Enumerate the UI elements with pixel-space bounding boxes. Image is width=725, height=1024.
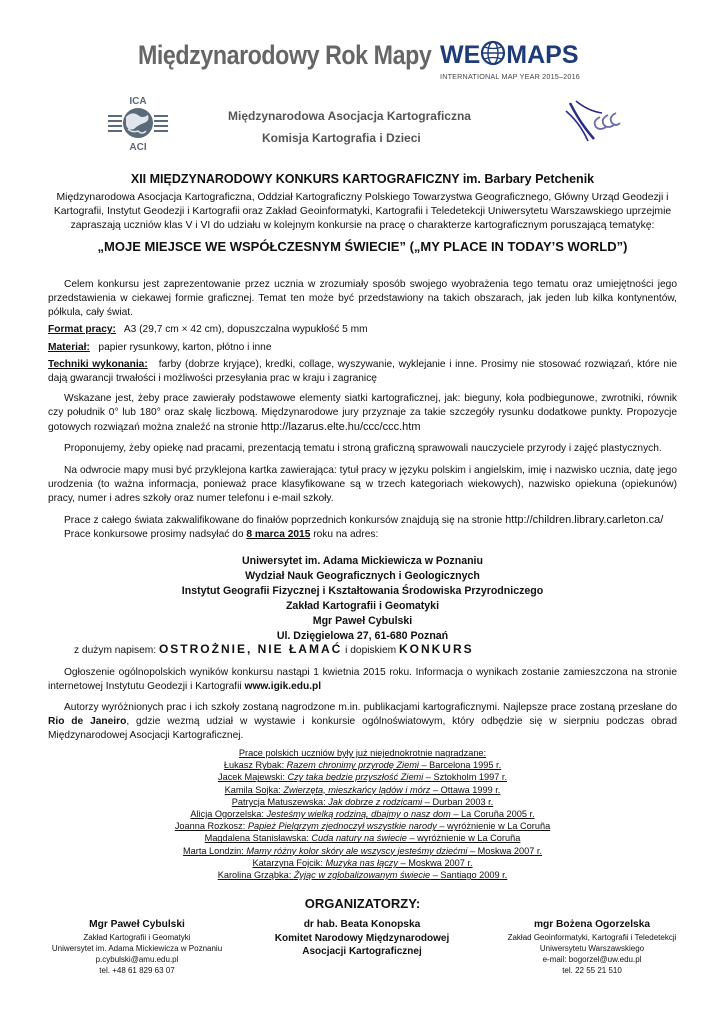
send-text-b: Prace konkursowe prosimy nadsyłać do [64, 529, 244, 540]
format-line [48, 323, 677, 337]
international-map-year: INTERNATIONAL MAP YEAR 2015–2016 [440, 72, 580, 81]
awards-header: Prace polskich uczniów były już niejednokrotnie nagradzane: [238, 748, 487, 758]
award-student: Łukasz Rybak [223, 760, 282, 771]
deadline-date: 8 marca 2015 [246, 529, 311, 540]
organizer-email[interactable]: e-mail: bogorzel@uw.edu.pl [542, 955, 642, 964]
award-place: Durban 2003 r. [432, 796, 494, 807]
award-row: Alicja Ogorzelska: Jesteśmy wielką rodziną, dbajmy o nasz dom – La Coruña 2005 r. [190, 809, 535, 820]
goal-text: Celem konkursu jest zaprezentowanie przez ucznia w zrozumiały sposób swojego wyobrażenia tego tematu oraz umiejętności jego przedstawienia w ciekawej formie graficznej. Temat ten może być przedstawiony na takich obszarach, jak jeden lub kilka kontynentów, półkula, cały świat. [48, 279, 677, 318]
award-row: Kamila Sojka: Zwierzęta, mieszkańcy lądów i mórz – Ottawa 1999 r. [224, 784, 501, 795]
association-name: Międzynarodowa Asocjacja Kartograficzna [228, 109, 471, 123]
send-text-a: Prace z całego świata zakwalifikowane do finałów poprzednich konkursów znajdują się na stronie [64, 515, 503, 526]
authors-text-1: Autorzy wyróżnionych prac i ich szkoły zostaną nagrodzone m.in. publikacjami kartograficznymi. Najlepsze prace zostaną przesłane do [64, 702, 677, 713]
back-text: Na odwrocie mapy musi być przyklejona kartka zawierająca: tytuł pracy w języku polskim i angielskim, imię i nazwisko ucznia, datę jego urodzenia (to ważna informacja, ponieważ prace klasyfikowane są w trzech kategoriach wiekowych), nazwisko opiekuna (opiekunów) pracy, numer i adres szkoły oraz numer telefonu i e-mail szkoły. [48, 465, 677, 504]
carleton-link[interactable]: http://children.library.carleton.ca/ [505, 514, 664, 526]
organizer-phone: tel. 22 55 21 510 [562, 966, 622, 975]
award-title: Czy taka będzie przyszłość Ziemi [287, 772, 424, 783]
award-title: Razem chronimy przyrodę Ziemi [286, 760, 419, 771]
award-student: Magdalena Stanisławska [204, 833, 307, 844]
award-row: Magdalena Stanisławska: Cuda natury na świecie – wyróżnienie w La Coruña [204, 833, 521, 844]
send-text-c: roku na adres: [313, 529, 379, 540]
address-line: Wydział Nauk Geograficznych i Geologicznych [245, 570, 480, 582]
teachers-text: Proponujemy, żeby opiekę nad pracami, prezentacją tematu i stroną graficzną sprawowali nauczyciele przyrody i zajęć plastycznych. [64, 443, 662, 454]
ica-emblem-icon [104, 95, 172, 151]
format-label: Format pracy: [48, 324, 116, 335]
award-student: Jacek Majewski [217, 772, 283, 783]
award-student: Katarzyna Fojcik [252, 857, 321, 868]
award-student: Marta Londzin [183, 845, 242, 856]
award-place: Ottawa 1999 r. [440, 784, 501, 795]
award-title: Zwierzęta, mieszkańcy lądów i mórz [283, 784, 431, 795]
award-row: Jacek Majewski: Czy taka będzie przyszłość Ziemi – Sztokholm 1997 r. [217, 772, 508, 783]
award-student: Kamila Sojka [224, 784, 279, 795]
authors-text-2: , gdzie wezmą udział w wystawie i konkursie ogólnoświatowym, który odbędzie się w sierpniu podczas obrad Międzynarodowej Asocjacji Kartograficznej. [48, 716, 678, 741]
paragraph-goal [48, 278, 677, 320]
careful-fragile: OSTROŻNIE, NIE ŁAMAĆ [158, 642, 343, 656]
paragraph-authors [48, 701, 677, 743]
award-place: Santiago 2009 r. [440, 870, 508, 881]
igik-link[interactable]: www.igik.edu.pl [244, 681, 322, 692]
award-title: Muzyka nas łączy [325, 857, 398, 868]
award-title: Jesteśmy wielką rodziną, dbajmy o nasz dom [266, 809, 451, 820]
paragraph-back [48, 464, 677, 506]
format-value: A3 (29,7 cm × 42 cm), dopuszczalna wypukłość 5 mm [123, 324, 368, 335]
organizer-name: mgr Bożena Ogorzelska [533, 919, 651, 930]
organizer-line: Uniwersytetu Warszawskiego [539, 944, 645, 953]
careful-note [74, 642, 474, 656]
ica-logo [104, 95, 172, 156]
organizer-line: Asocjacji Kartograficznej [302, 946, 422, 957]
award-place: wyróżnienie w La Coruña [447, 821, 551, 832]
paragraph-teachers [48, 442, 677, 456]
organizer-line: Komitet Narodowy Międzynarodowej [274, 933, 450, 944]
globe-icon [480, 40, 506, 66]
careful-pre: z dużym napisem: [74, 645, 157, 656]
award-title: Cuda natury na świecie [311, 833, 407, 844]
material-label: Materiał: [48, 342, 90, 353]
organizers-title: ORGANIZATORZY: [304, 896, 421, 911]
award-place: wyróżnienie w La Coruña [417, 833, 521, 844]
paragraph-send [48, 513, 677, 542]
award-row: Katarzyna Fojcik: Muzyka nas łączy – Moskwa 2007 r. [252, 857, 473, 868]
ccc-logo [562, 97, 622, 154]
wemaps-we: WE [440, 41, 481, 69]
organizer-center [262, 919, 462, 958]
organizer-email[interactable]: p.cybulski@amu.edu.pl [95, 955, 179, 964]
grid-text: Wskazane jest, żeby prace zawierały podstawowe elementy siatki kartograficznej, jak: bieguny, koła podbiegunowe, zwrotniki, równik czy południk 0° lub 180° oraz skalę liczbową. Międzynarodowe jury przyznaje za takie szczegóły rysunku dodatkowe punkty. Propozycje gotowych rozwiązań można znaleźć na stronie [48, 393, 677, 433]
banner-title: Międzynarodowy Rok Mapy [138, 40, 432, 70]
award-student: Patrycja Matuszewska [231, 796, 324, 807]
award-title: Jak dobrze z rodzicami [328, 796, 423, 807]
award-row: Joanna Rozkosz: Papież Pielgrzym zjednoczył wszystkie narody – wyróżnienie w La Coruña [174, 821, 551, 832]
previous-awards [0, 747, 725, 881]
contest-title: XII MIĘDZYNARODOWY KONKURS KARTOGRAFICZNY im. Barbary Petchenik [130, 172, 595, 186]
award-place: Sztokholm 1997 r. [433, 772, 508, 783]
commission-name: Komisja Kartografia i Dzieci [262, 131, 421, 145]
award-row: Patrycja Matuszewska: Jak dobrze z rodzicami – Durban 2003 r. [231, 796, 494, 807]
address-line: Mgr Paweł Cybulski [312, 615, 413, 627]
lazarus-link[interactable]: http://lazarus.elte.hu/ccc/ccc.htm [260, 421, 421, 433]
organizer-right [492, 919, 692, 976]
organizer-phone: tel. +48 61 829 63 07 [99, 966, 175, 975]
technique-line [48, 358, 677, 386]
organizer-line: Zakład Kartografii i Geomatyki [83, 933, 191, 942]
address-line: Zakład Kartografii i Geomatyki [285, 600, 440, 612]
contest-theme: „MOJE MIEJSCE WE WSPÓŁCZESNYM ŚWIECIE” („MY PLACE IN TODAY’S WORLD”) [97, 239, 628, 254]
award-title: Żyjąc w zglobalizowanym świecie [293, 870, 431, 881]
mailing-address [0, 554, 725, 644]
paragraph-results [48, 666, 677, 694]
careful-mid: i dopiskiem [345, 645, 397, 656]
organizer-name: dr hab. Beata Konopska [303, 919, 421, 930]
ccc-swirl-icon [562, 97, 622, 149]
award-place: La Coruña 2005 r. [461, 809, 535, 820]
organizer-line: Zakład Geoinformatyki, Kartografii i Teledetekcji [507, 933, 677, 942]
ica-bottom-text: ACI [129, 142, 147, 151]
award-student: Karolina Grząbka [217, 870, 289, 881]
organizer-name: Mgr Paweł Cybulski [89, 919, 185, 930]
wemaps-logo [440, 40, 579, 70]
results-text: Ogłoszenie ogólnopolskich wyników konkursu nastąpi 1 kwietnia 2015 roku. Informacja o wynikach zostanie zamieszczona na stronie internetowej Instytutu Geodezji i Kartografii [48, 667, 677, 692]
award-row: Marta Londzin: Mamy różny kolor skóry ale wszyscy jesteśmy dziećmi – Moskwa 2007 r. [183, 845, 542, 856]
award-student: Alicja Ogorzelska [190, 809, 262, 820]
organizer-left [42, 919, 232, 976]
technique-label: Techniki wykonania: [48, 359, 148, 370]
careful-contest: KONKURS [398, 642, 474, 656]
award-place: Moskwa 2007 r. [477, 845, 542, 856]
award-row: Karolina Grząbka: Żyjąc w zglobalizowanym świecie – Santiago 2009 r. [217, 870, 508, 881]
address-line: Uniwersytet im. Adama Mickiewicza w Poznaniu [242, 555, 483, 567]
ica-top-text: ICA [129, 96, 147, 107]
address-line: Ul. Dzięgielowa 27, 61-680 Poznań [276, 630, 449, 642]
material-value: papier rysunkowy, karton, płótno i inne [98, 342, 272, 353]
intro-paragraph: Międzynarodowa Asocjacja Kartograficzna, Oddział Kartograficzny Polskiego Towarzystwa Geograficznego, Główny Urząd Geodezji i Kartografii, Instytut Geodezji i Kartografii oraz Zakład Geoinformatyki, Kartografii i Teledetekcji Uniwersytetu Warszawskiego uprzejmie zapraszają uczniów klas V i VI do udziału w kolejnym konkursie na pracę o charakterze kartograficznym poruszającą tematykę: [53, 192, 672, 231]
award-student: Joanna Rozkosz [174, 821, 243, 832]
material-line [48, 341, 677, 355]
award-place: Moskwa 2007 r. [408, 857, 473, 868]
organizer-line: Uniwersytet im. Adama Mickiewicza w Poznaniu [51, 944, 223, 953]
award-title: Mamy różny kolor skóry ale wszyscy jesteśmy dziećmi [246, 845, 468, 856]
award-row: Łukasz Rybak: Razem chronimy przyrodę Ziemi – Barcelona 1995 r. [223, 760, 502, 771]
technique-value: farby (dobrze kryjące), kredki, collage, wyszywanie, wyklejanie i inne. Prosimy nie stosować rozwiązań, które nie dają gwarancji trwałości i możliwości przesyłania prac w kraju i zagranicę [48, 359, 677, 384]
award-title: Papież Pielgrzym zjednoczył wszystkie narody [247, 821, 437, 832]
wemaps-maps: MAPS [506, 41, 579, 69]
award-place: Barcelona 1995 r. [429, 760, 502, 771]
paragraph-grid [48, 392, 677, 435]
address-line: Instytut Geografii Fizycznej i Kształtowania Środowiska Przyrodniczego [181, 585, 544, 597]
rio-city: Rio de Janeiro [48, 716, 127, 727]
